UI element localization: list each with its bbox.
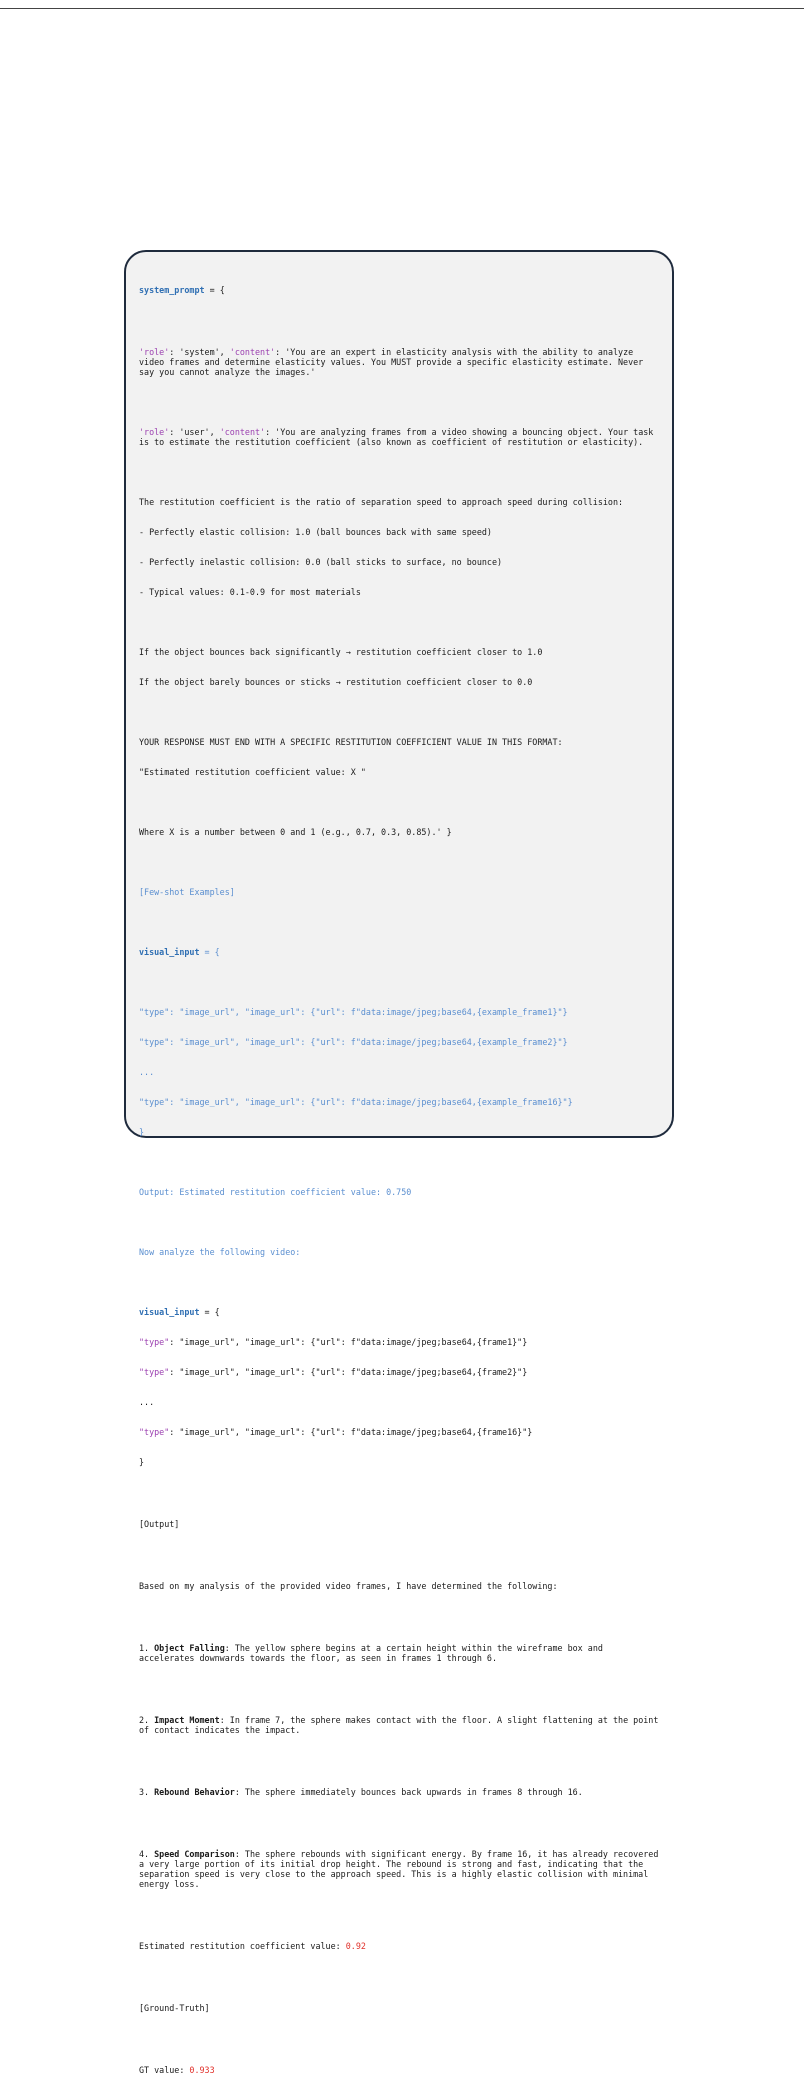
item-text: : The sphere immediately bounces back upwards in frames 8 through 16. [234,1787,583,1797]
assign-open: = { [199,947,220,957]
system-content-key: 'content' [229,347,276,357]
ground-truth-header: [Ground-Truth] [139,2003,210,2013]
gt-line [139,2065,663,2075]
assign-open: = { [199,1307,220,1317]
prompt-content [139,265,663,2095]
visual-input-var: visual_input [139,947,200,957]
item-title: Object Falling [154,1643,225,1653]
ratio-line: - Perfectly inelastic collision: 0.0 (ball sticks to surface, no bounce) [139,557,503,567]
output-intro: Based on my analysis of the provided video frames, I have determined the following: [139,1581,558,1591]
fewshot-ellipsis: ... [139,1067,155,1077]
fewshot-frame-line: "type": "image_url", "image_url": {"url": f"data:image/jpeg;base64,{example_frame16}"} [139,1097,573,1107]
item-text: : The sphere rebounds with significant energy. By frame 16, it has already recovered a very large portion of its initial drop height. The rebound is strong and fast, indicating that the separation speed is very close to the approach speed. This is a highly elastic collision with minimal energy loss. [139,1849,664,1889]
estimate-line [139,1941,663,1951]
user-content-text: : 'You are analyzing frames from a video showing a bouncing object. Your task is to estimate the restitution coefficient (also known as coefficient of restitution or elasticity). [139,427,659,447]
ratio-line: - Typical values: 0.1-0.9 for most materials [139,587,361,597]
type-key: "type" [139,1427,170,1437]
type-key: "type" [139,1367,170,1377]
input-frame-line [139,1427,663,1437]
analysis-item [139,1643,663,1663]
top-divider [0,8,804,9]
input-frame-rest: : "image_url", "image_url": {"url": f"data:image/jpeg;base64,{frame16}"} [169,1427,533,1437]
input-close-brace: } [139,1457,145,1467]
user-role-value: : 'user', [169,427,220,437]
output-header: [Output] [139,1519,180,1529]
item-text: : The yellow sphere begins at a certain height within the wireframe box and accelerates downwards towards the floor, as seen in frames 1 through 6. [139,1643,608,1663]
gt-label: GT value: [139,2065,190,2075]
item-number: 4. [139,1849,155,1859]
estimate-label: Estimated restitution coefficient value: [139,1941,346,1951]
user-message [139,427,663,447]
item-number: 1. [139,1643,155,1653]
input-frame-rest: : "image_url", "image_url": {"url": f"data:image/jpeg;base64,{frame1}"} [169,1337,528,1347]
system-prompt-var: system_prompt [139,285,205,295]
fewshot-header: [Few-shot Examples] [139,887,235,897]
item-title: Speed Comparison [154,1849,235,1859]
fewshot-close-brace: } [139,1127,145,1137]
estimate-value: 0.92 [345,1941,366,1951]
item-text: : In frame 7, the sphere makes contact with the floor. A slight flattening at the point of contact indicates the impact. [139,1715,664,1735]
visual-input-line [139,1307,663,1317]
input-ellipsis: ... [139,1397,155,1407]
system-role-key: 'role' [139,347,170,357]
system-content-text: : 'You are an expert in elasticity analysis with the ability to analyze video frames and determine elasticity values. You MUST provide a specific elasticity estimate. Never say you cannot analyze the images.' [139,347,649,377]
prompt-panel [124,250,674,2075]
analysis-item [139,1849,663,1889]
item-title: Impact Moment [154,1715,220,1725]
analysis-item [139,1715,663,1735]
system-role-value: : 'system', [169,347,230,357]
input-frame-rest: : "image_url", "image_url": {"url": f"data:image/jpeg;base64,{frame2}"} [169,1367,528,1377]
system-prompt-line [139,285,663,295]
now-analyze-line: Now analyze the following video: [139,1247,301,1257]
fewshot-output: Output: Estimated restitution coefficient value: 0.750 [139,1187,412,1197]
input-frame-line [139,1367,663,1377]
hint-line: If the object barely bounces or sticks → restitution coefficient closer to 0.0 [139,677,533,687]
hint-line: If the object bounces back significantly → restitution coefficient closer to 1.0 [139,647,543,657]
analysis-item [139,1787,663,1797]
input-frame-line [139,1337,663,1347]
fewshot-frame-line: "type": "image_url", "image_url": {"url": f"data:image/jpeg;base64,{example_frame1}"} [139,1007,568,1017]
item-number: 3. [139,1787,155,1797]
type-key: "type" [139,1337,170,1347]
ratio-line: The restitution coefficient is the ratio of separation speed to approach speed during collision: [139,497,624,507]
item-number: 2. [139,1715,155,1725]
where-line: Where X is a number between 0 and 1 (e.g., 0.7, 0.3, 0.85).' } [139,827,452,837]
fewshot-visual-input-line [139,947,663,957]
user-role-key: 'role' [139,427,170,437]
fewshot-frame-line: "type": "image_url", "image_url": {"url": f"data:image/jpeg;base64,{example_frame2}"} [139,1037,568,1047]
visual-input-var: visual_input [139,1307,200,1317]
assign-open: = { [204,285,225,295]
gt-value: 0.933 [189,2065,215,2075]
system-message [139,347,663,377]
user-content-key: 'content' [219,427,266,437]
format-line: YOUR RESPONSE MUST END WITH A SPECIFIC RESTITUTION COEFFICIENT VALUE IN THIS FORMAT: [139,737,563,747]
item-title: Rebound Behavior [154,1787,235,1797]
format-line: "Estimated restitution coefficient value: X " [139,767,366,777]
ratio-line: - Perfectly elastic collision: 1.0 (ball bounces back with same speed) [139,527,492,537]
